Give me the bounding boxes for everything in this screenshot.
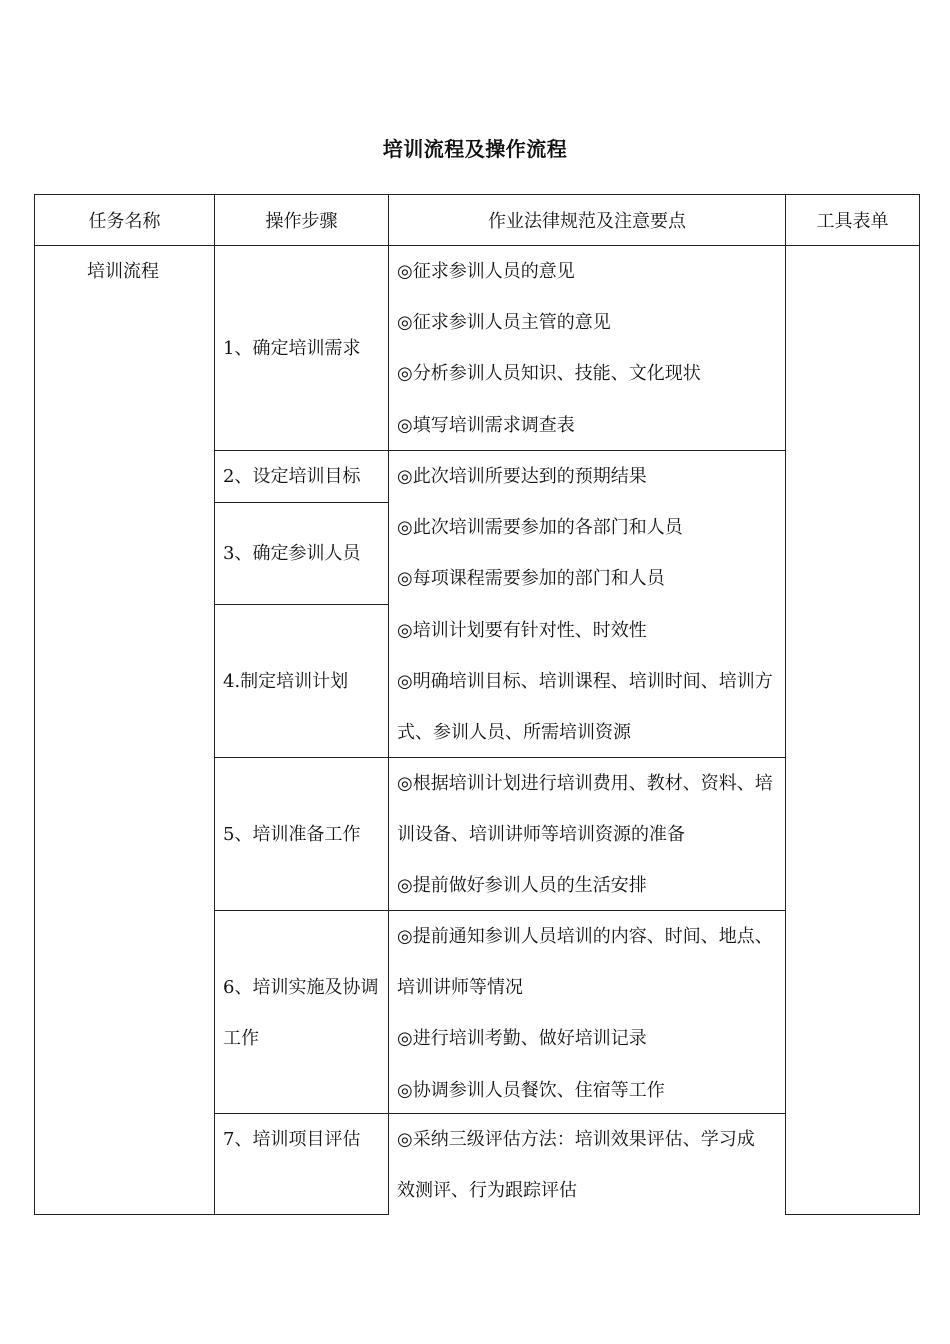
- header-tools-label: 工具表单: [816, 210, 889, 232]
- step-label-2: 2、设定培训目标: [223, 466, 361, 487]
- note-line: ◎进行培训考勤、做好培训记录: [397, 1028, 647, 1050]
- step-label-6: [223, 962, 378, 1064]
- note-line: 式、参训人员、所需培训资源: [397, 722, 631, 744]
- step-label-6-line1: 6、培训实施及协调: [223, 977, 379, 998]
- tools-cell: [785, 245, 920, 1215]
- note-line: ◎协调参训人员餐饮、住宿等工作: [397, 1079, 665, 1101]
- note-line: ◎提前通知参训人员培训的内容、时间、地点、: [397, 926, 773, 947]
- step-label-1: 1、确定培训需求: [223, 338, 361, 359]
- note-line: 培训讲师等情况: [397, 977, 523, 999]
- note-line: 训设备、培训讲师等培训资源的准备: [397, 824, 685, 846]
- note-line: ◎填写培训需求调查表: [397, 414, 575, 436]
- step-label-6-line2: 工作: [223, 1028, 259, 1050]
- header-norms-label: 作业法律规范及注意要点: [488, 210, 686, 232]
- notes-block-4: [397, 911, 773, 1116]
- note-line: ◎提前做好参训人员的生活安排: [397, 875, 647, 897]
- note-line: ◎明确培训目标、培训课程、培训时间、培训方: [397, 670, 773, 692]
- document-title: 培训流程及操作流程: [382, 137, 568, 161]
- notes-block-1: [397, 246, 701, 451]
- task-name-cell: [34, 245, 215, 1215]
- notes-block-3: [397, 758, 773, 912]
- step-label-7: 7、培训项目评估: [223, 1129, 361, 1150]
- header-task-label: 任务名称: [88, 210, 161, 232]
- note-line: ◎分析参训人员知识、技能、文化现状: [397, 363, 701, 385]
- notes-block-2: [397, 451, 773, 758]
- note-line: ◎采纳三级评估方法：培训效果评估、学习成: [397, 1129, 755, 1150]
- training-process-table: [34, 194, 920, 1215]
- step-label-4: 4.制定培训计划: [223, 671, 349, 692]
- step-label-5: 5、培训准备工作: [223, 824, 361, 845]
- note-line: ◎培训计划要有针对性、时效性: [397, 619, 647, 641]
- note-line: 效测评、行为跟踪评估: [397, 1180, 577, 1202]
- note-line: ◎征求参训人员的意见: [397, 261, 575, 282]
- note-line: ◎根据培训计划进行培训费用、教材、资料、培: [397, 773, 773, 794]
- header-steps-label: 操作步骤: [265, 210, 338, 232]
- note-line: ◎此次培训所要达到的预期结果: [397, 466, 647, 487]
- task-name: 培训流程: [87, 261, 159, 282]
- note-line: ◎每项课程需要参加的部门和人员: [397, 568, 665, 590]
- note-line: ◎征求参训人员主管的意见: [397, 312, 611, 334]
- note-line: ◎此次培训需要参加的各部门和人员: [397, 517, 683, 539]
- notes-block-5: [397, 1114, 755, 1216]
- step-label-3: 3、确定参训人员: [223, 543, 361, 564]
